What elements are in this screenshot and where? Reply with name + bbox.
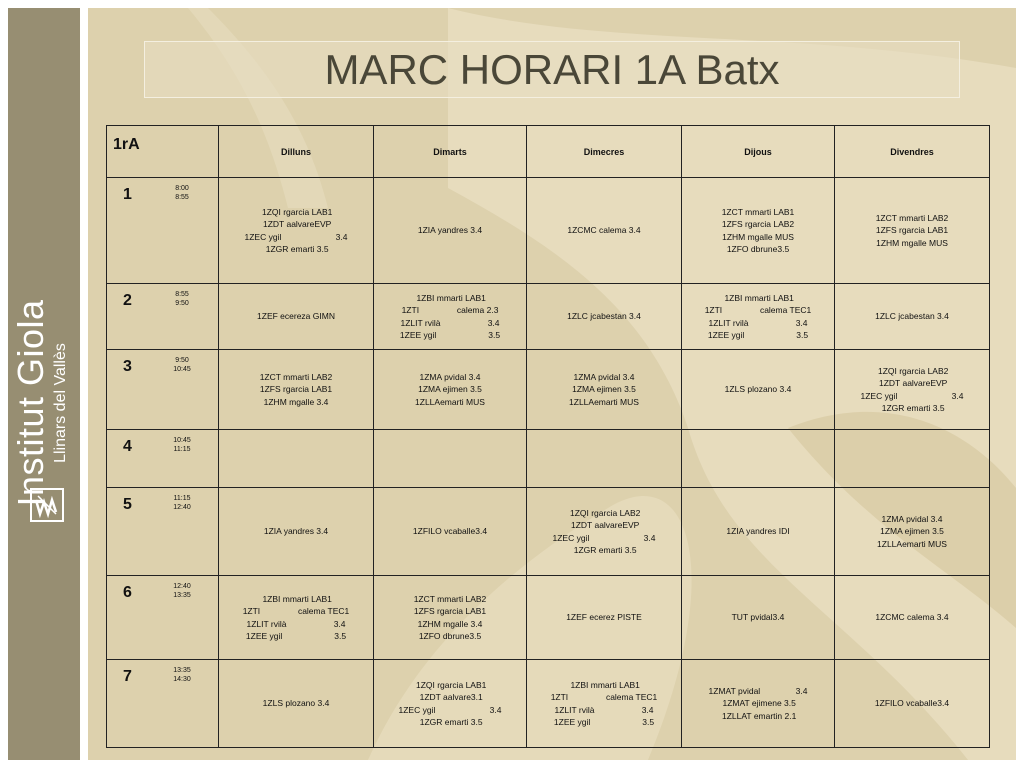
schedule-cell xyxy=(682,178,835,284)
schedule-cell xyxy=(219,284,374,350)
day-header: Divendres xyxy=(835,126,990,178)
slot-time: 9:50 10:45 xyxy=(173,357,191,373)
table-row xyxy=(107,576,990,660)
schedule-cell xyxy=(682,488,835,576)
slot-time: 10:45 11:15 xyxy=(173,437,191,453)
slot-time: 11:15 12:40 xyxy=(173,495,191,511)
slot-time: 13:35 14:30 xyxy=(173,667,191,683)
schedule-cell xyxy=(835,660,990,748)
cell-text: 1ZQI rgarcia LAB2 1ZDT aalvareEVP 1ZEC ygil 3.4 1ZGR emarti 3.5 xyxy=(860,365,964,413)
cell-text: 1ZQI rgarcia LAB1 1ZDT aalvare3.1 1ZEC ygil 3.4 1ZGR emarti 3.5 xyxy=(398,679,502,727)
cell-text: 1ZBI mmarti LAB1 1ZTI calema TEC1 1ZLIT rvilà 3.4 1ZEE ygil 3.5 xyxy=(550,679,658,727)
table-row xyxy=(107,660,990,748)
cell-text: 1ZMA pvidal 3.4 1ZMA ejimen 3.5 1ZLLAemarti MUS xyxy=(569,371,639,407)
cell-text: 1ZLS plozano 3.4 xyxy=(724,384,792,395)
cell-text: 1ZBI mmarti LAB1 1ZTI calema TEC1 1ZLIT rvilà 3.4 1ZEE ygil 3.5 xyxy=(704,292,812,340)
cell-text: 1ZCT mmarti LAB2 1ZFS rgarcia LAB1 1ZHM mgalle 3.4 1ZFO dbrune3.5 xyxy=(413,593,487,641)
day-header: Dijous xyxy=(682,126,835,178)
school-logo-icon xyxy=(30,488,64,522)
slot-number: 2 xyxy=(123,292,132,309)
schedule-cell xyxy=(682,430,835,488)
schedule-cell xyxy=(527,178,682,284)
day-header: Dimecres xyxy=(527,126,682,178)
cell-text: 1ZMA pvidal 3.4 1ZMA ejimen 3.5 1ZLLAemarti MUS xyxy=(415,371,485,407)
cell-text: 1ZCT mmarti LAB1 1ZFS rgarcia LAB2 1ZHM mgalle MUS 1ZFO dbrune3.5 xyxy=(721,206,795,254)
schedule-cell xyxy=(374,178,527,284)
cell-text: 1ZIA yandres 3.4 xyxy=(417,225,483,236)
schedule-cell xyxy=(527,576,682,660)
cell-text: 1ZFILO vcaballe3.4 xyxy=(412,526,488,537)
cell-text: 1ZLC jcabestan 3.4 xyxy=(567,311,641,322)
table-row xyxy=(107,430,990,488)
schedule-cell xyxy=(219,488,374,576)
schedule-cell xyxy=(374,430,527,488)
cell-text: 1ZBI mmarti LAB1 1ZTI calema 2.3 1ZLIT rvilà 3.4 1ZEE ygil 3.5 xyxy=(399,292,501,340)
time-slot xyxy=(107,576,219,660)
schedule-table xyxy=(106,125,990,748)
schedule-cell xyxy=(682,660,835,748)
title-box xyxy=(144,41,960,98)
schedule-cell xyxy=(682,576,835,660)
time-slot xyxy=(107,350,219,430)
cell-text: 1ZMAT pvidal 3.4 1ZMAT ejimene 3.5 1ZLLAT emartin 2.1 xyxy=(708,685,808,721)
cell-text: 1ZMA pvidal 3.4 1ZMA ejimen 3.5 1ZLLAemarti MUS xyxy=(877,513,947,549)
slot-number: 3 xyxy=(123,358,132,375)
schedule-cell xyxy=(835,178,990,284)
slot-time: 12:40 13:35 xyxy=(173,583,191,599)
cell-text: 1ZEF ecereza GIMN xyxy=(257,311,335,322)
schedule-cell xyxy=(835,488,990,576)
cell-text: 1ZLC jcabestan 3.4 xyxy=(875,311,949,322)
schedule-panel xyxy=(88,8,1016,760)
schedule-cell xyxy=(219,576,374,660)
cell-text: 1ZIA yandres IDI xyxy=(726,526,790,537)
schedule-cell xyxy=(219,660,374,748)
cell-text: 1ZCMC calema 3.4 xyxy=(567,225,641,236)
schedule-cell xyxy=(219,178,374,284)
schedule-cell xyxy=(219,350,374,430)
time-slot xyxy=(107,430,219,488)
time-slot xyxy=(107,488,219,576)
cell-text: 1ZQI rgarcia LAB2 1ZDT aalvareEVP 1ZEC ygil 3.4 1ZGR emarti 3.5 xyxy=(552,507,656,555)
slot-number: 4 xyxy=(123,438,132,455)
schedule-cell xyxy=(682,350,835,430)
slot-number: 1 xyxy=(123,186,132,203)
schedule-cell xyxy=(835,284,990,350)
schedule-cell xyxy=(527,284,682,350)
schedule-cell xyxy=(527,430,682,488)
table-row xyxy=(107,350,990,430)
cell-text: 1ZIA yandres 3.4 xyxy=(263,526,329,537)
slot-time: 8:55 9:50 xyxy=(175,291,189,307)
schedule-cell xyxy=(835,576,990,660)
schedule-cell xyxy=(527,660,682,748)
schedule-cell xyxy=(835,430,990,488)
day-header: Dimarts xyxy=(374,126,527,178)
schedule-cell xyxy=(219,430,374,488)
cell-text: 1ZCT mmarti LAB2 1ZFS rgarcia LAB1 1ZHM mgalle MUS xyxy=(875,212,949,248)
school-location: Llinars del Vallès xyxy=(52,343,69,463)
cell-text: 1ZLS plozano 3.4 xyxy=(262,698,330,709)
cell-text: 1ZCT mmarti LAB2 1ZFS rgarcia LAB1 1ZHM mgalle 3.4 xyxy=(259,371,333,407)
table-header-row xyxy=(107,126,990,178)
schedule-cell xyxy=(374,284,527,350)
slot-time: 8:00 8:55 xyxy=(175,185,189,201)
schedule-cell xyxy=(374,488,527,576)
schedule-cell xyxy=(527,350,682,430)
cell-text: 1ZQI rgarcia LAB1 1ZDT aalvareEVP 1ZEC ygil 3.4 1ZGR emarti 3.5 xyxy=(244,206,348,254)
table-row xyxy=(107,178,990,284)
schedule-cell xyxy=(374,576,527,660)
slot-number: 6 xyxy=(123,584,132,601)
slot-number: 7 xyxy=(123,668,132,685)
table-row xyxy=(107,284,990,350)
school-branding xyxy=(11,203,81,603)
sidebar xyxy=(8,8,80,760)
table-row xyxy=(107,488,990,576)
day-header: Dilluns xyxy=(219,126,374,178)
school-name: Institut Giola xyxy=(10,299,51,507)
cell-text: 1ZEF ecerez PISTE xyxy=(566,612,642,623)
cell-text: TUT pvidal3.4 xyxy=(731,612,785,623)
cell-text: 1ZCMC calema 3.4 xyxy=(875,612,949,623)
time-slot xyxy=(107,178,219,284)
schedule-cell xyxy=(374,350,527,430)
class-label: 1rA xyxy=(107,126,219,178)
cell-text: 1ZBI mmarti LAB1 1ZTI calema TEC1 1ZLIT rvilà 3.4 1ZEE ygil 3.5 xyxy=(242,593,350,641)
schedule-cell xyxy=(527,488,682,576)
schedule-cell xyxy=(682,284,835,350)
time-slot xyxy=(107,284,219,350)
slot-number: 5 xyxy=(123,496,132,513)
schedule-cell xyxy=(835,350,990,430)
cell-text: 1ZFILO vcaballe3.4 xyxy=(874,698,950,709)
schedule-cell xyxy=(374,660,527,748)
time-slot xyxy=(107,660,219,748)
page-title: MARC HORARI 1A Batx xyxy=(324,46,780,93)
